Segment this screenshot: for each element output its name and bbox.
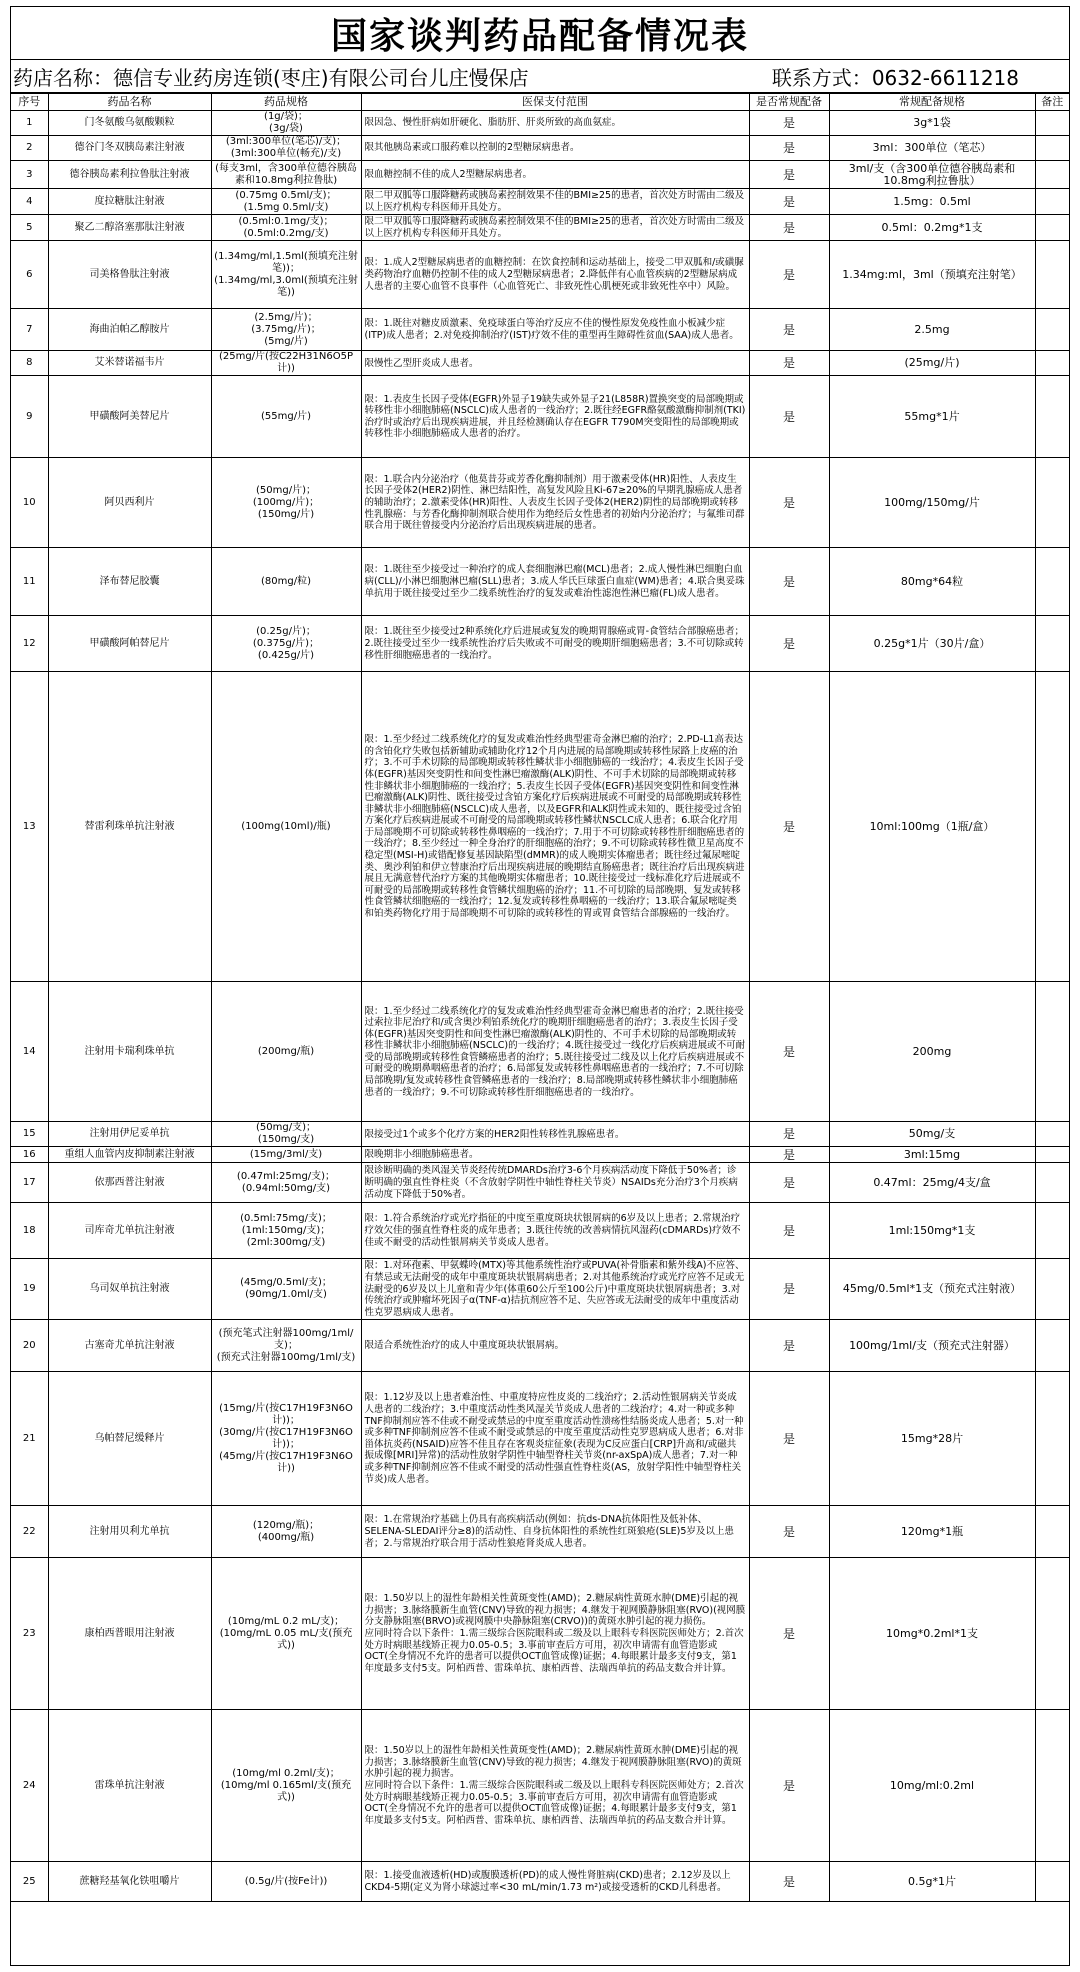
coverage-scope: 限接受过1个或多个化疗方案的HER2阳性转移性乳腺癌患者。 bbox=[361, 1122, 749, 1147]
coverage-scope: 限：1.既往至少接受过2种系统化疗后进展或复发的晚期胃腺癌或胃-食管结合部腺癌患者；2.既往接受过至少一线系统性治疗后失败或不可耐受的晚期肝细胞癌患者；3.不可切除或转移性肝细胞癌患者的一线治疗。 bbox=[361, 616, 749, 672]
drug-spec: (50mg/支)； (150mg/支) bbox=[211, 1122, 361, 1147]
info-bar bbox=[11, 60, 1069, 93]
remark bbox=[1035, 982, 1069, 1122]
table-row bbox=[11, 376, 1069, 458]
table-row bbox=[11, 351, 1069, 376]
equipped-flag: 是 bbox=[749, 189, 829, 215]
table-row bbox=[11, 672, 1069, 982]
header-cell: 药品规格 bbox=[211, 94, 361, 111]
drug-spec: (25mg/片(按C22H31N6O5P计)) bbox=[211, 351, 361, 376]
drug-name: 司美格鲁肽注射液 bbox=[48, 241, 211, 309]
remark bbox=[1035, 1320, 1069, 1372]
drug-name: 聚乙二醇洛塞那肽注射液 bbox=[48, 215, 211, 241]
row-number: 10 bbox=[11, 458, 48, 548]
equipped-flag: 是 bbox=[749, 1203, 829, 1259]
drug-name: 艾米替诺福韦片 bbox=[48, 351, 211, 376]
table-header-row bbox=[11, 94, 1069, 111]
drug-spec: (0.75mg 0.5ml/支)； (1.5mg 0.5ml/支) bbox=[211, 189, 361, 215]
row-number: 8 bbox=[11, 351, 48, 376]
drug-name: 重组人血管内皮抑制素注射液 bbox=[48, 1147, 211, 1163]
table-row bbox=[11, 136, 1069, 161]
header-cell: 序号 bbox=[11, 94, 48, 111]
standard-spec: 1.5mg：0.5ml bbox=[829, 189, 1035, 215]
coverage-scope: 限晚期非小细胞肺癌患者。 bbox=[361, 1147, 749, 1163]
equipped-flag: 是 bbox=[749, 1558, 829, 1710]
equipped-flag: 是 bbox=[749, 1163, 829, 1203]
row-number: 4 bbox=[11, 189, 48, 215]
contact-info bbox=[772, 62, 1063, 91]
coverage-scope: 限：1.既往对糖皮质激素、免疫球蛋白等治疗反应不佳的慢性原发免疫性血小板减少症(ITP)成人患者；2.对免疫抑制治疗(IST)疗效不佳的重型再生障碍性贫血(SAA)成人患者。 bbox=[361, 309, 749, 351]
equipped-flag: 是 bbox=[749, 1372, 829, 1506]
remark bbox=[1035, 351, 1069, 376]
document-page bbox=[10, 6, 1070, 1966]
table-row bbox=[11, 1710, 1069, 1862]
remark bbox=[1035, 1558, 1069, 1710]
drug-spec: (0.5ml:0.1mg/支)； (0.5ml:0.2mg/支) bbox=[211, 215, 361, 241]
standard-spec: 2.5mg bbox=[829, 309, 1035, 351]
table-row bbox=[11, 189, 1069, 215]
standard-spec: 100mg/150mg/片 bbox=[829, 458, 1035, 548]
drug-name: 替雷利珠单抗注射液 bbox=[48, 672, 211, 982]
drug-spec: (0.5g/片(按Fe计)) bbox=[211, 1862, 361, 1902]
coverage-scope: 限：1.既往至少接受过一种治疗的成人套细胞淋巴瘤(MCL)患者；2.成人慢性淋巴细胞白血病(CLL)/小淋巴细胞淋巴瘤(SLL)患者；3.成人华氏巨球蛋白血症(WM)患者；4.联合奥妥珠单抗用于既往接受过至少二线系统性治疗的复发或难治性滤泡性淋巴瘤(FL)成人患者。 bbox=[361, 548, 749, 616]
equipped-flag: 是 bbox=[749, 982, 829, 1122]
row-number: 23 bbox=[11, 1558, 48, 1710]
remark bbox=[1035, 1203, 1069, 1259]
coverage-scope: 限：1.接受血液透析(HD)或腹膜透析(PD)的成人慢性肾脏病(CKD)患者；2.12岁及以上CKD4-5期(定义为肾小球滤过率<30 mL/min/1.73 m²)或接受透析的CKD儿科患者。 bbox=[361, 1862, 749, 1902]
row-number: 16 bbox=[11, 1147, 48, 1163]
remark bbox=[1035, 136, 1069, 161]
remark bbox=[1035, 458, 1069, 548]
drug-name: 注射用卡瑞利珠单抗 bbox=[48, 982, 211, 1122]
drug-name: 门冬氨酸乌氨酸颗粒 bbox=[48, 111, 211, 136]
pharmacy-info bbox=[13, 62, 529, 91]
drug-spec: (0.47ml:25mg/支)； (0.94ml:50mg/支) bbox=[211, 1163, 361, 1203]
coverage-scope: 限：1.50岁以上的湿性年龄相关性黄斑变性(AMD)；2.糖尿病性黄斑水肿(DME)引起的视力损害；3.脉络膜新生血管(CNV)导致的视力损害；4.继发于视网膜静脉阻塞(RVO)(视网膜分支静脉阻塞(BRVO)或视网膜中央静脉阻塞(CRVO))的黄斑水肿引起的视力损伤。 应同时符合以下条件：1.需三级综合医院眼科或二级及以上眼科专科医院医师处方；2.首次处方时病眼基线矫正视力0.05-0.5；3.事前审查后方可用，初次申请需有血管造影或OCT(全身情况不允许的患者可以提供OCT血管成像)证据；4.每眼累计最多支付9支，第1年度最多支付5支。阿柏西普、雷珠单抗、康柏西普、法瑞西单抗的药品支数合并计算。 bbox=[361, 1558, 749, 1710]
equipped-flag: 是 bbox=[749, 309, 829, 351]
standard-spec: 0.47ml：25mg/4支/盒 bbox=[829, 1163, 1035, 1203]
drug-name: 古塞奇尤单抗注射液 bbox=[48, 1320, 211, 1372]
standard-spec: 3ml:15mg bbox=[829, 1147, 1035, 1163]
drug-spec: (10mg/mL 0.2 mL/支)； (10mg/mL 0.05 mL/支(预充式)) bbox=[211, 1558, 361, 1710]
standard-spec: 45mg/0.5ml*1支（预充式注射液） bbox=[829, 1259, 1035, 1320]
equipped-flag: 是 bbox=[749, 111, 829, 136]
table-row bbox=[11, 548, 1069, 616]
table-row bbox=[11, 1163, 1069, 1203]
pharmacy-label: 药店名称： bbox=[13, 65, 113, 90]
row-number: 2 bbox=[11, 136, 48, 161]
coverage-scope: 限慢性乙型肝炎成人患者。 bbox=[361, 351, 749, 376]
drug-name: 依那西普注射液 bbox=[48, 1163, 211, 1203]
row-number: 20 bbox=[11, 1320, 48, 1372]
coverage-scope: 限：1.成人2型糖尿病患者的血糖控制：在饮食控制和运动基础上，接受二甲双胍和/或磺脲类药物治疗血糖仍控制不佳的成人2型糖尿病患者；2.降低伴有心血管疾病的2型糖尿病成人患者的主要心血管不良事件（心血管死亡、非致死性心肌梗死或非致死性卒中）风险。 bbox=[361, 241, 749, 309]
drug-name: 司库奇尤单抗注射液 bbox=[48, 1203, 211, 1259]
standard-spec: 1.34mg:ml，3ml（预填充注射笔） bbox=[829, 241, 1035, 309]
row-number: 14 bbox=[11, 982, 48, 1122]
drug-name: 德谷胰岛素利拉鲁肽注射液 bbox=[48, 161, 211, 189]
drug-spec: (50mg/片)； (100mg/片)； (150mg/片) bbox=[211, 458, 361, 548]
equipped-flag: 是 bbox=[749, 672, 829, 982]
table-row bbox=[11, 1203, 1069, 1259]
remark bbox=[1035, 241, 1069, 309]
header-cell: 医保支付范围 bbox=[361, 94, 749, 111]
table-row bbox=[11, 161, 1069, 189]
coverage-scope: 限：1.至少经过二线系统化疗的复发或难治性经典型霍奇金淋巴瘤患者的治疗；2.既往接受过索拉非尼治疗和/或含奥沙利铂系统化疗的晚期肝细胞癌患者的治疗；3.表皮生长因子受体(EGFR)基因突变阴性和间变性淋巴瘤激酶(ALK)阴性的、不可手术切除的局部晚期或转移性非鳞状非小细胞肺癌(NSCLC)的一线治疗；4.既往接受过一线化疗后疾病进展或不可耐受的局部晚期或转移性食管鳞癌患者的治疗；5.既往接受过二线及以上化疗后疾病进展或不可耐受的晚期鼻咽癌患者的治疗；6.局部复发或转移性鼻咽癌患者的一线治疗；7.不可切除局部晚期/复发或转移性食管鳞癌患者的一线治疗；8.局部晚期或转移性鳞状非小细胞肺癌患者的一线治疗；9.不可切除或转移性肝细胞癌患者的一线治疗。 bbox=[361, 982, 749, 1122]
equipped-flag: 是 bbox=[749, 1147, 829, 1163]
equipped-flag: 是 bbox=[749, 241, 829, 309]
table-row bbox=[11, 215, 1069, 241]
row-number: 13 bbox=[11, 672, 48, 982]
standard-spec: 3ml/支（含300单位德谷胰岛素和10.8mg利拉鲁肽） bbox=[829, 161, 1035, 189]
drug-name: 康柏西普眼用注射液 bbox=[48, 1558, 211, 1710]
table-row bbox=[11, 1372, 1069, 1506]
standard-spec: 0.25g*1片（30片/盒） bbox=[829, 616, 1035, 672]
drug-spec: (每支3ml，含300单位德谷胰岛素和10.8mg利拉鲁肽) bbox=[211, 161, 361, 189]
row-number: 24 bbox=[11, 1710, 48, 1862]
remark bbox=[1035, 1372, 1069, 1506]
drug-name: 甲磺酸阿帕替尼片 bbox=[48, 616, 211, 672]
drug-spec: (2.5mg/片)； (3.75mg/片)； (5mg/片) bbox=[211, 309, 361, 351]
remark bbox=[1035, 111, 1069, 136]
table-row bbox=[11, 1558, 1069, 1710]
remark bbox=[1035, 1710, 1069, 1862]
coverage-scope: 限：1.联合内分泌治疗（他莫昔芬或芳香化酶抑制剂）用于激素受体(HR)阳性、人表皮生长因子受体2(HER2)阴性、淋巴结阳性，高复发风险且Ki-67≥20%的早期乳腺癌成人患者的辅助治疗；2.激素受体(HR)阳性、人表皮生长因子受体2(HER2)阴性的局部晚期或转移性乳腺癌：与芳香化酶抑制剂联合使用作为绝经后女性患者的初始内分泌治疗；与氟维司群联合用于既往曾接受内分泌治疗后出现疾病进展的患者。 bbox=[361, 458, 749, 548]
coverage-scope: 限二甲双胍等口服降糖药或胰岛素控制效果不佳的BMI≥25的患者，首次处方时需由二级及以上医疗机构专科医师开具处方。 bbox=[361, 189, 749, 215]
row-number: 6 bbox=[11, 241, 48, 309]
standard-spec: 120mg*1瓶 bbox=[829, 1506, 1035, 1558]
drug-name: 蔗糖羟基氧化铁咀嚼片 bbox=[48, 1862, 211, 1902]
coverage-scope: 限：1.50岁以上的湿性年龄相关性黄斑变性(AMD)；2.糖尿病性黄斑水肿(DME)引起的视力损害；3.脉络膜新生血管(CNV)导致的视力损害；4.继发于视网膜静脉阻塞(RVO)的黄斑水肿引起的视力损害。 应同时符合以下条件：1.需三级综合医院眼科或二级及以上眼科专科医院医师处方；2.首次处方时病眼基线矫正视力0.05-0.5；3.事前审查后方可用，初次申请需有血管造影或OCT(全身情况不允许的患者可以提供OCT血管成像)证据；4.每眼累计最多支付9支，第1年度最多支付5支。阿柏西普、雷珠单抗、康柏西普、法瑞西单抗的药品支数合并计算。 bbox=[361, 1710, 749, 1862]
remark bbox=[1035, 376, 1069, 458]
standard-spec: 3ml：300单位（笔芯） bbox=[829, 136, 1035, 161]
drug-name: 德谷门冬双胰岛素注射液 bbox=[48, 136, 211, 161]
equipped-flag: 是 bbox=[749, 1122, 829, 1147]
drug-name: 泽布替尼胶囊 bbox=[48, 548, 211, 616]
drug-spec: (15mg/3ml/支) bbox=[211, 1147, 361, 1163]
drug-spec: (55mg/片) bbox=[211, 376, 361, 458]
standard-spec: 1ml:150mg*1支 bbox=[829, 1203, 1035, 1259]
table-row bbox=[11, 111, 1069, 136]
equipped-flag: 是 bbox=[749, 458, 829, 548]
row-number: 3 bbox=[11, 161, 48, 189]
equipped-flag: 是 bbox=[749, 161, 829, 189]
drug-spec: (1g/袋)； (3g/袋) bbox=[211, 111, 361, 136]
drug-spec: (100mg(10ml)/瓶) bbox=[211, 672, 361, 982]
table-row bbox=[11, 1147, 1069, 1163]
row-number: 7 bbox=[11, 309, 48, 351]
coverage-scope: 限：1.表皮生长因子受体(EGFR)外显子19缺失或外显子21(L858R)置换突变的局部晚期或转移性非小细胞肺癌(NSCLC)成人患者的一线治疗；2.既往经EGFR酪氨酸激酶抑制剂(TKI)治疗时或治疗后出现疾病进展，并且经检测确认存在EGFR T790M突变阳性的局部晚期或转移性非小细胞肺癌成人患者的治疗。 bbox=[361, 376, 749, 458]
row-number: 9 bbox=[11, 376, 48, 458]
standard-spec: (25mg/片) bbox=[829, 351, 1035, 376]
drug-spec: (预充笔式注射器100mg/1ml/支)； (预充式注射器100mg/1ml/支) bbox=[211, 1320, 361, 1372]
drug-spec: (45mg/0.5ml/支)； (90mg/1.0ml/支) bbox=[211, 1259, 361, 1320]
drug-spec: (120mg/瓶)； (400mg/瓶) bbox=[211, 1506, 361, 1558]
equipped-flag: 是 bbox=[749, 351, 829, 376]
drug-name: 注射用贝利尤单抗 bbox=[48, 1506, 211, 1558]
row-number: 19 bbox=[11, 1259, 48, 1320]
remark bbox=[1035, 1259, 1069, 1320]
standard-spec: 15mg*28片 bbox=[829, 1372, 1035, 1506]
drug-spec: (80mg/粒) bbox=[211, 548, 361, 616]
remark bbox=[1035, 309, 1069, 351]
coverage-scope: 限血糖控制不佳的成人2型糖尿病患者。 bbox=[361, 161, 749, 189]
row-number: 25 bbox=[11, 1862, 48, 1902]
equipped-flag: 是 bbox=[749, 1862, 829, 1902]
row-number: 12 bbox=[11, 616, 48, 672]
equipped-flag: 是 bbox=[749, 215, 829, 241]
remark bbox=[1035, 1147, 1069, 1163]
header-cell: 药品名称 bbox=[48, 94, 211, 111]
coverage-scope: 限：1.在常规治疗基础上仍具有高疾病活动(例如：抗ds-DNA抗体阳性及低补体、SELENA-SLEDAI评分≥8)的活动性、自身抗体阳性的系统性红斑狼疮(SLE)5岁及以上患者；2.与常规治疗联合用于活动性狼疮肾炎成人患者。 bbox=[361, 1506, 749, 1558]
equipped-flag: 是 bbox=[749, 136, 829, 161]
drug-table bbox=[11, 93, 1069, 1902]
standard-spec: 0.5ml：0.2mg*1支 bbox=[829, 215, 1035, 241]
table-row bbox=[11, 1122, 1069, 1147]
row-number: 11 bbox=[11, 548, 48, 616]
table-row bbox=[11, 1259, 1069, 1320]
coverage-scope: 限因急、慢性肝病如肝硬化、脂肪肝、肝炎所致的高血氨症。 bbox=[361, 111, 749, 136]
remark bbox=[1035, 215, 1069, 241]
standard-spec: 55mg*1片 bbox=[829, 376, 1035, 458]
header-cell: 备注 bbox=[1035, 94, 1069, 111]
drug-spec: (0.5ml:75mg/支)； (1ml:150mg/支)； (2ml:300mg/支) bbox=[211, 1203, 361, 1259]
row-number: 5 bbox=[11, 215, 48, 241]
drug-name: 雷珠单抗注射液 bbox=[48, 1710, 211, 1862]
equipped-flag: 是 bbox=[749, 376, 829, 458]
equipped-flag: 是 bbox=[749, 1710, 829, 1862]
remark bbox=[1035, 161, 1069, 189]
coverage-scope: 限诊断明确的类风湿关节炎经传统DMARDs治疗3-6个月疾病活动度下降低于50%者；诊断明确的强直性脊柱炎（不含放射学阴性中轴性脊柱关节炎）NSAIDs充分治疗3个月疾病活动度下降低于50%者。 bbox=[361, 1163, 749, 1203]
row-number: 1 bbox=[11, 111, 48, 136]
drug-spec: (3ml:300单位(笔芯)/支)； (3ml:300单位(畅充)/支) bbox=[211, 136, 361, 161]
contact-label: 联系方式： bbox=[771, 65, 872, 90]
drug-name: 阿贝西利片 bbox=[48, 458, 211, 548]
remark bbox=[1035, 189, 1069, 215]
equipped-flag: 是 bbox=[749, 1506, 829, 1558]
page-title: 国家谈判药品配备情况表 bbox=[11, 7, 1069, 60]
coverage-scope: 限：1.至少经过二线系统化疗的复发或难治性经典型霍奇金淋巴瘤的治疗；2.PD-L1高表达的含铂化疗失败包括新辅助或辅助化疗12个月内进展的局部晚期或转移性尿路上皮癌的治疗；3.不可手术切除的局部晚期或转移性鳞状非小细胞肺癌的一线治疗；4.表皮生长因子受体(EGFR)基因突变阴性和间变性淋巴瘤激酶(ALK)阴性、不可手术切除的局部晚期或转移性非鳞状非小细胞肺癌的一线治疗；5.表皮生长因子受体(EGFR)基因突变阴性和间变性淋巴瘤激酶(ALK)阴性、既往接受过含铂方案化疗后疾病进展或不可耐受的局部晚期或转移性非鳞状非小细胞肺癌(NSCLC)成人患者，以及EGFR和ALK阴性或未知的、既往接受过含铂方案化疗后疾病进展或不可耐受的局部晚期或转移性鳞状NSCLC成人患者；6.联合化疗用于局部晚期不可切除或转移性鼻咽癌的一线治疗；7.用于不可切除或转移性肝细胞癌患者的一线治疗；8.至少经过一种全身治疗的肝细胞癌的治疗；9.不可切除或转移性微卫星高度不稳定型(MSI-H)或错配修复基因缺陷型(dMMR)的成人晚期实体瘤患者；既往经过氟尿嘧啶类、奥沙利铂和伊立替康治疗后出现疾病进展的晚期结直肠癌患者；既往治疗后出现疾病进展且无满意替代治疗方案的其他晚期实体瘤患者；10.既往接受过一线标准化疗后进展或不可耐受的局部晚期或转移性食管鳞状细胞癌的治疗；11.不可切除的局部晚期、复发或转移性食管鳞状细胞癌的一线治疗；12.复发或转移性鼻咽癌的一线治疗；13.联合氟尿嘧啶类和铂类药物化疗用于局部晚期不可切除的或转移性的胃或胃食管结合部腺癌的一线治疗。 bbox=[361, 672, 749, 982]
row-number: 17 bbox=[11, 1163, 48, 1203]
drug-name: 海曲泊帕乙醇胺片 bbox=[48, 309, 211, 351]
drug-name: 度拉糖肽注射液 bbox=[48, 189, 211, 215]
row-number: 21 bbox=[11, 1372, 48, 1506]
equipped-flag: 是 bbox=[749, 548, 829, 616]
standard-spec: 100mg/1ml/支（预充式注射器） bbox=[829, 1320, 1035, 1372]
remark bbox=[1035, 1122, 1069, 1147]
standard-spec: 200mg bbox=[829, 982, 1035, 1122]
coverage-scope: 限二甲双胍等口服降糖药或胰岛素控制效果不佳的BMI≥25的患者，首次处方时需由二级及以上医疗机构专科医师开具处方。 bbox=[361, 215, 749, 241]
drug-name: 注射用伊尼妥单抗 bbox=[48, 1122, 211, 1147]
standard-spec: 80mg*64粒 bbox=[829, 548, 1035, 616]
table-row bbox=[11, 458, 1069, 548]
row-number: 15 bbox=[11, 1122, 48, 1147]
header-cell: 是否常规配备 bbox=[749, 94, 829, 111]
remark bbox=[1035, 672, 1069, 982]
standard-spec: 0.5g*1片 bbox=[829, 1862, 1035, 1902]
coverage-scope: 限：1.12岁及以上患者难治性、中重度特应性皮炎的二线治疗；2.活动性银屑病关节炎成人患者的二线治疗；3.中重度活动性类风湿关节炎成人患者的二线治疗；4.对一种或多种TNF抑制剂应答不佳或不耐受或禁忌的中度至重度活动性溃疡性结肠炎成人患者；5.对一种或多种TNF抑制剂应答不佳或不耐受或禁忌的中度至重度活动性克罗恩病成人患者；6.对非甾体抗炎药(NSAID)应答不佳且存在客观炎症征象(表现为C反应蛋白[CRP]升高和/或磁共振成像[MRI]异常)的活动性放射学阴性中轴型脊柱关节炎(nr-axSpA)成人患者；7.对一种或多种TNF抑制剂应答不佳或不耐受的活动性强直性脊柱炎(AS，放射学阳性中轴型脊柱关节炎)成人患者。 bbox=[361, 1372, 749, 1506]
table-row bbox=[11, 1320, 1069, 1372]
coverage-scope: 限适合系统性治疗的成人中重度斑块状银屑病。 bbox=[361, 1320, 749, 1372]
standard-spec: 10ml:100mg（1瓶/盒） bbox=[829, 672, 1035, 982]
equipped-flag: 是 bbox=[749, 1320, 829, 1372]
drug-name: 甲磺酸阿美替尼片 bbox=[48, 376, 211, 458]
remark bbox=[1035, 616, 1069, 672]
standard-spec: 3g*1袋 bbox=[829, 111, 1035, 136]
table-row bbox=[11, 982, 1069, 1122]
drug-spec: (10mg/ml 0.2ml/支)； (10mg/ml 0.165ml/支(预充式)) bbox=[211, 1710, 361, 1862]
contact-phone: 0632-6611218 bbox=[871, 65, 1019, 90]
standard-spec: 10mg/ml:0.2ml bbox=[829, 1710, 1035, 1862]
equipped-flag: 是 bbox=[749, 616, 829, 672]
drug-spec: (0.25g/片)； (0.375g/片)； (0.425g/片) bbox=[211, 616, 361, 672]
drug-spec: (200mg/瓶) bbox=[211, 982, 361, 1122]
table-row bbox=[11, 241, 1069, 309]
drug-name: 乌司奴单抗注射液 bbox=[48, 1259, 211, 1320]
drug-spec: (15mg/片(按C17H19F3N6O计))； (30mg/片(按C17H19F3N6O计))； (45mg/片(按C17H19F3N6O计)) bbox=[211, 1372, 361, 1506]
coverage-scope: 限其他胰岛素或口服药难以控制的2型糖尿病患者。 bbox=[361, 136, 749, 161]
pharmacy-name: 德信专业药房连锁(枣庄)有限公司台儿庄慢保店 bbox=[113, 65, 529, 90]
standard-spec: 50mg/支 bbox=[829, 1122, 1035, 1147]
row-number: 22 bbox=[11, 1506, 48, 1558]
equipped-flag: 是 bbox=[749, 1259, 829, 1320]
remark bbox=[1035, 548, 1069, 616]
remark bbox=[1035, 1506, 1069, 1558]
table-row bbox=[11, 309, 1069, 351]
table-row bbox=[11, 1506, 1069, 1558]
table-row bbox=[11, 616, 1069, 672]
remark bbox=[1035, 1862, 1069, 1902]
coverage-scope: 限：1.符合系统治疗或光疗指征的中度至重度斑块状银屑病的6岁及以上患者；2.常规治疗疗效欠佳的强直性脊柱炎的成年患者；3.既往传统的改善病情抗风湿药(cDMARDs)疗效不佳或不耐受的活动性银屑病关节炎成人患者。 bbox=[361, 1203, 749, 1259]
header-cell: 常规配备规格 bbox=[829, 94, 1035, 111]
drug-name: 乌帕替尼缓释片 bbox=[48, 1372, 211, 1506]
drug-spec: (1.34mg/ml,1.5ml(预填充注射笔))； (1.34mg/ml,3.0ml(预填充注射笔)) bbox=[211, 241, 361, 309]
remark bbox=[1035, 1163, 1069, 1203]
standard-spec: 10mg*0.2ml*1支 bbox=[829, 1558, 1035, 1710]
table-row bbox=[11, 1862, 1069, 1902]
row-number: 18 bbox=[11, 1203, 48, 1259]
coverage-scope: 限：1.对环孢素、甲氨蝶呤(MTX)等其他系统性治疗或PUVA(补骨脂素和紫外线A)不应答、有禁忌或无法耐受的成年中重度斑块状银屑病患者；2.对其他系统治疗或光疗应答不足或无法耐受的6岁及以上儿童和青少年(体重60公斤至100公斤)中重度斑块状银屑病患者；3.对传统治疗或肿瘤坏死因子α(TNF-α)拮抗剂应答不足、失应答或无法耐受的成年中重度活动性克罗恩病成人患者。 bbox=[361, 1259, 749, 1320]
